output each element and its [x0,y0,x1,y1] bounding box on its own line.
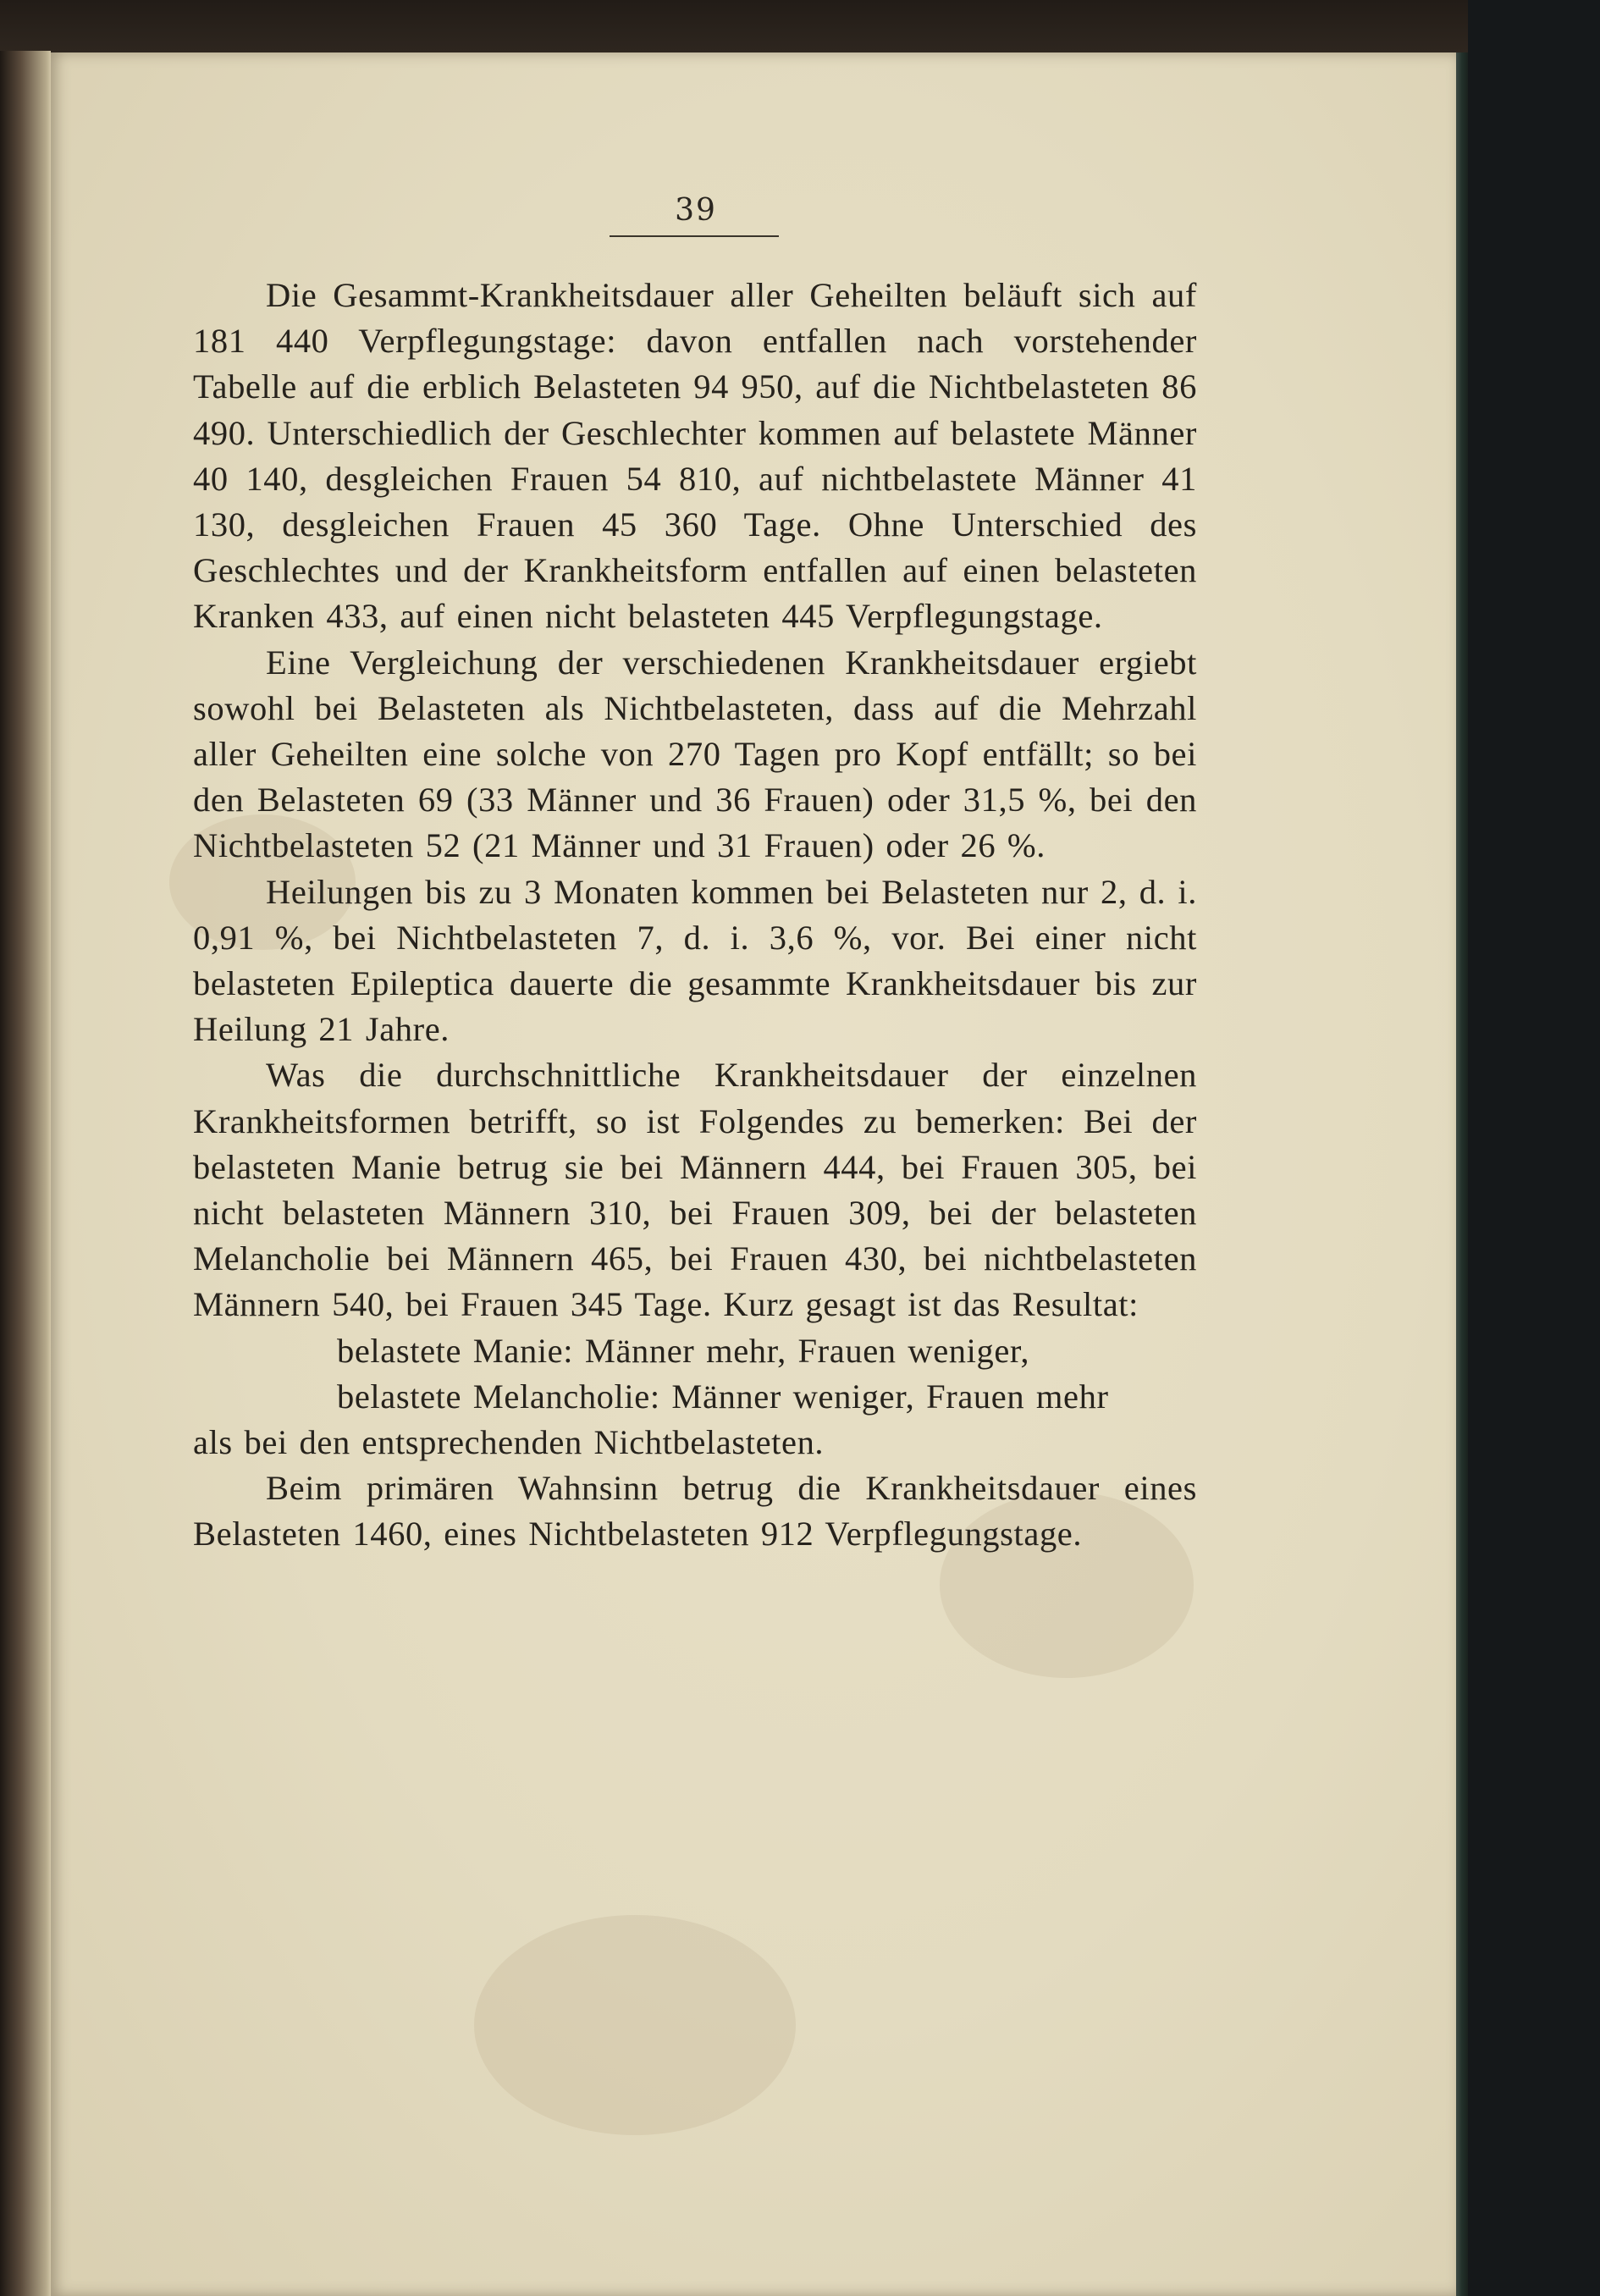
paragraph-2: Eine Vergleichung der verschiedenen Krankheitsdauer ergiebt sowohl bei Belasteten als Nichtbelasteten, dass auf die Mehrzahl aller Geheilten eine solche von 270 Tagen pro Kopf entfällt; so bei den Belasteten 69 (33 Männer und 36 Frauen) oder 31,5 %, bei den Nichtbelasteten 52 (21 Männer und 31 Frauen) oder 26 %. [193,643,1197,865]
paragraph-1: Die Gesammt-Krankheitsdauer aller Geheilten beläuft sich auf 181 440 Verpflegungstage: davon entfallen nach vorstehender Tabelle auf die erblich Belasteten 94 950, auf die Nichtbelasteten 86 490. Unterschiedlich der Geschlechter kommen auf belastete Männer 40 140, desgleichen Frauen 54 810, auf nichtbelastete Männer 41 130, desgleichen Frauen 45 360 Tage. Ohne Unterschied des Geschlechtes und der Krankheitsform entfallen auf einen belasteten Kranken 433, auf einen nicht belasteten 445 Verpflegungstage. [193,276,1197,636]
body-text [193,273,1197,1558]
book-binding-edge [1456,52,1468,2296]
result-tail: als bei den entsprechenden Nichtbelasteten. [193,1423,825,1462]
paper-stain [474,1915,796,2135]
scan-background [1468,0,1600,2296]
paragraph-3: Heilungen bis zu 3 Monaten kommen bei Belasteten nur 2, d. i. 0,91 %, bei Nichtbelasteten 7, d. i. 3,6 %, vor. Bei einer nicht belasteten Epileptica dauerte die gesammte Krankheitsdauer bis zur Heilung 21 Jahre. [193,872,1197,1049]
scan-top-margin [0,0,1468,52]
result-line-melancholie: belastete Melancholie: Männer weniger, Frauen mehr [337,1377,1109,1416]
paragraph-5: Beim primären Wahnsinn betrug die Krankheitsdauer eines Belasteten 1460, eines Nichtbelasteten 912 Verpflegungstage. [193,1469,1197,1554]
page-number: 39 [675,193,717,228]
result-line-manie: belastete Manie: Männer mehr, Frauen weniger, [337,1331,1030,1370]
left-page-edge [0,51,51,2296]
paragraph-4: Was die durchschnittliche Krankheitsdauer der einzelnen Krankheitsformen betrifft, so ist Folgendes zu bemerken: Bei der belasteten Manie betrug sie bei Männern 444, bei Frauen 305, bei nicht belasteten Männern 310, bei Frauen 309, bei der belasteten Melancholie bei Männern 465, bei Frauen 430, bei nichtbelasteten Männern 540, bei Frauen 345 Tage. Kurz gesagt ist das Resultat: [193,1056,1197,1324]
page-number-rule [610,235,779,237]
